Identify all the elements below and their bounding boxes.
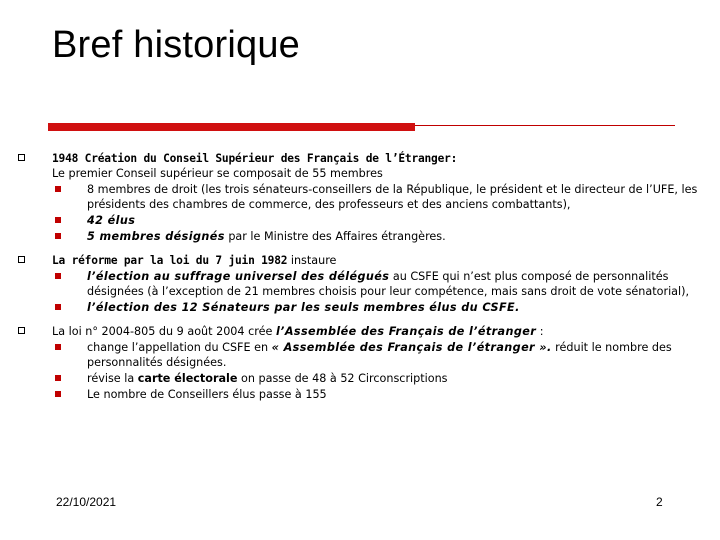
list-item-text: 42 élus	[87, 214, 136, 227]
list-item-text: réduit le nombre des personnalités désignées.	[87, 341, 672, 369]
list-item	[52, 182, 708, 212]
section-heading-end: :	[536, 325, 544, 338]
red-bullet-icon	[55, 391, 61, 397]
page-number: 2	[656, 495, 663, 509]
section-heading-text: instaure	[287, 254, 337, 267]
list-item-text: 8 membres de droit (les trois sénateurs-conseillers de la République, le président et le directeur de l’UFE, les présidents des chambres de commerce, des professeurs et des anciens combattants),	[87, 183, 698, 211]
list-item-bold: l’élection au suffrage universel des délégués	[87, 270, 390, 283]
section-intro: Le premier Conseil supérieur se composait de 55 membres	[52, 167, 383, 180]
list-item	[52, 340, 708, 370]
square-bullet-icon	[18, 327, 25, 334]
red-bullet-icon	[55, 375, 61, 381]
list-item-text: Le nombre de Conseillers élus passe à 155	[87, 388, 327, 401]
list-item-text: révise la	[87, 372, 138, 385]
red-bullet-icon	[55, 273, 61, 279]
footer-date: 22/10/2021	[56, 495, 117, 509]
list-item-text: l’élection des 12 Sénateurs par les seuls membres élus du CSFE.	[87, 301, 520, 314]
section-heading: 1948 Création du Conseil Supérieur des Français de l’Étranger:	[52, 152, 458, 165]
list-item-text: on passe de 48 à 52 Circonscriptions	[237, 372, 448, 385]
section-heading-text: La loi n° 2004-805 du 9 août 2004 crée	[52, 325, 276, 338]
section-heading-bold: La réforme par la loi du 7 juin 1982	[52, 254, 288, 267]
red-bullet-icon	[55, 233, 61, 239]
red-bullet-icon	[55, 217, 61, 223]
list-item-bold: carte électorale	[137, 372, 238, 385]
list-item-bold: « Assemblée des Français de l’étranger ».	[271, 341, 552, 354]
red-bullet-icon	[55, 186, 61, 192]
list-item	[52, 229, 708, 244]
list-item	[52, 387, 708, 402]
list-item-text: au CSFE qui n’est plus composé de personnalités désignées (à l’exception de 21 membres choisis pour leur compétence, mais sans droit de vote sénatorial),	[87, 270, 690, 298]
section-heading-bold: l’Assemblée des Français de l’étranger	[275, 325, 537, 338]
list-item-text: par le Ministre des Affaires étrangères.	[224, 230, 446, 243]
square-bullet-icon	[18, 256, 25, 263]
list-item-text: change l’appellation du CSFE en	[87, 341, 272, 354]
section-1982	[18, 253, 708, 315]
section-heading	[52, 324, 708, 339]
list-item	[52, 371, 708, 386]
slide-title: Bref historique	[52, 24, 301, 66]
list-item-bold: 5 membres désignés	[87, 230, 225, 243]
section-2004	[18, 324, 708, 402]
list-item	[52, 300, 708, 315]
red-bullet-icon	[55, 344, 61, 350]
red-bullet-icon	[55, 304, 61, 310]
slide-body	[18, 151, 708, 402]
section-1948	[18, 151, 708, 244]
title-accent-bar	[48, 123, 415, 131]
section-heading	[52, 253, 708, 268]
square-bullet-icon	[18, 154, 25, 161]
list-item	[52, 269, 708, 299]
list-item	[52, 213, 708, 228]
